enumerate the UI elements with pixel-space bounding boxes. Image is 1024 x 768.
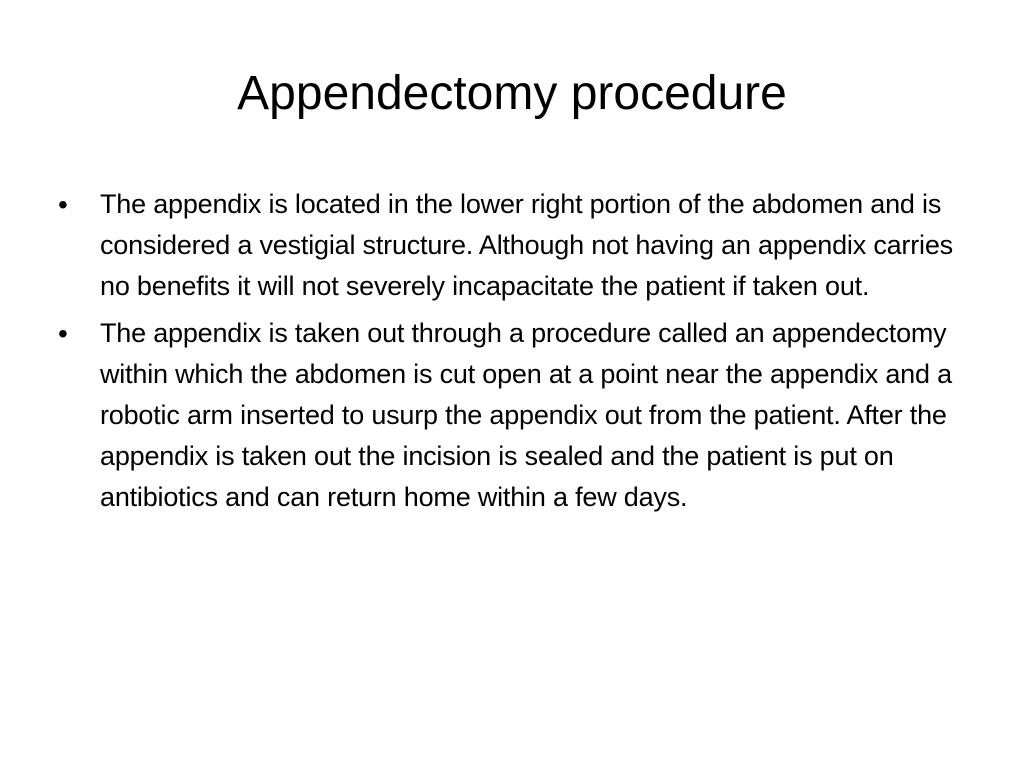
bullet-item (58, 313, 958, 518)
bullet-list (58, 184, 958, 524)
bullet-item (58, 184, 958, 307)
bullet-icon: • (58, 318, 68, 349)
bullet-text: The appendix is located in the lower right portion of the abdomen and is considered a vestigial structure. Although not having an appendix carries no benefits it will not severely incapacitate the patient if taken out. (100, 189, 953, 301)
slide-title: Appendectomy procedure (237, 67, 787, 120)
bullet-icon: • (58, 189, 68, 220)
bullet-text: The appendix is taken out through a procedure called an appendectomy within which the abdomen is cut open at a point near the appendix and a robotic arm inserted to usurp the appendix out from the patient. After the appendix is taken out the incision is sealed and the patient is put on antibiotics and can return home within a few days. (100, 318, 952, 512)
